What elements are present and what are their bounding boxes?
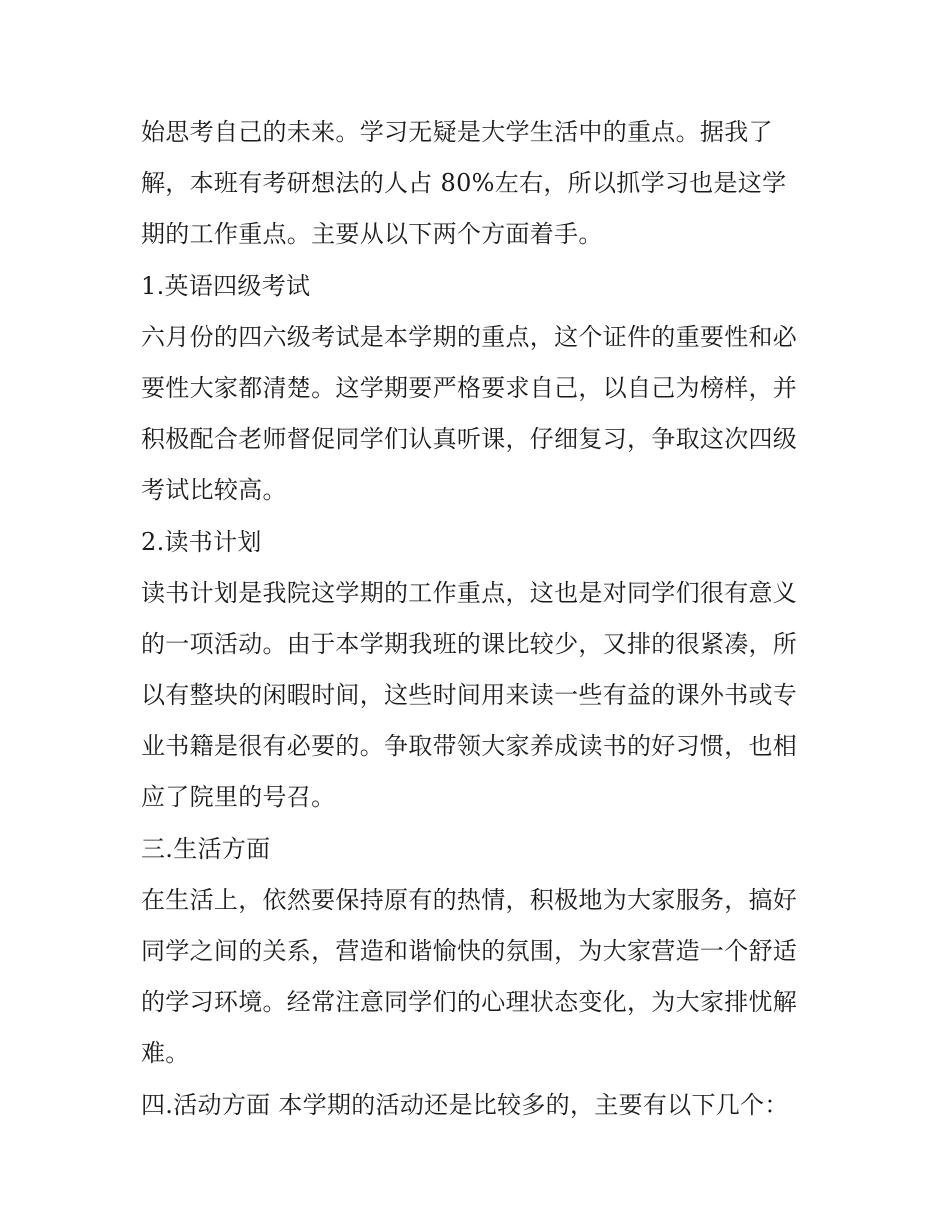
section-heading-activities: 四.活动方面 本学期的活动还是比较多的，主要有以下几个：	[141, 1090, 789, 1119]
body-text-line: 应了院里的号召。	[141, 783, 336, 812]
document-body	[141, 107, 821, 1131]
body-text-line: 期的工作重点。主要从以下两个方面着手。	[141, 220, 603, 249]
body-text-line: 读书计划是我院这学期的工作重点，这也是对同学们很有意义	[141, 578, 798, 607]
body-text-line: 以有整块的闲暇时间，这些时间用来读一些有益的课外书或专	[141, 681, 798, 710]
body-text-line: 六月份的四六级考试是本学期的重点，这个证件的重要性和必	[141, 322, 798, 351]
body-text-line: 始思考自己的未来。学习无疑是大学生活中的重点。据我了	[141, 118, 773, 146]
body-text-line: 考试比较高。	[141, 476, 287, 505]
body-text-line: 解，本班有考研想法的人占 80%左右，所以抓学习也是这学	[141, 169, 787, 198]
body-text-line: 积极配合老师督促同学们认真听课，仔细复习，争取这次四级	[141, 425, 798, 454]
section-heading-life: 三.生活方面	[141, 834, 271, 863]
body-text-line: 在生活上，依然要保持原有的热情，积极地为大家服务，搞好	[141, 885, 798, 914]
body-text-line: 的一项活动。由于本学期我班的课比较少，又排的很紧凑，所	[141, 629, 798, 658]
section-heading-english-exam: 1.英语四级考试	[141, 271, 311, 300]
section-heading-reading-plan: 2.读书计划	[141, 527, 262, 556]
body-text-line: 的学习环境。经常注意同学们的心理状态变化，为大家排忧解	[141, 988, 798, 1017]
body-text-line: 同学之间的关系，营造和谐愉快的氛围，为大家营造一个舒适	[141, 937, 798, 965]
body-text-line: 难。	[141, 1039, 190, 1068]
body-text-line: 业书籍是很有必要的。争取带领大家养成读书的好习惯，也相	[141, 732, 798, 761]
body-text-line: 要性大家都清楚。这学期要严格要求自己，以自己为榜样，并	[141, 373, 798, 402]
